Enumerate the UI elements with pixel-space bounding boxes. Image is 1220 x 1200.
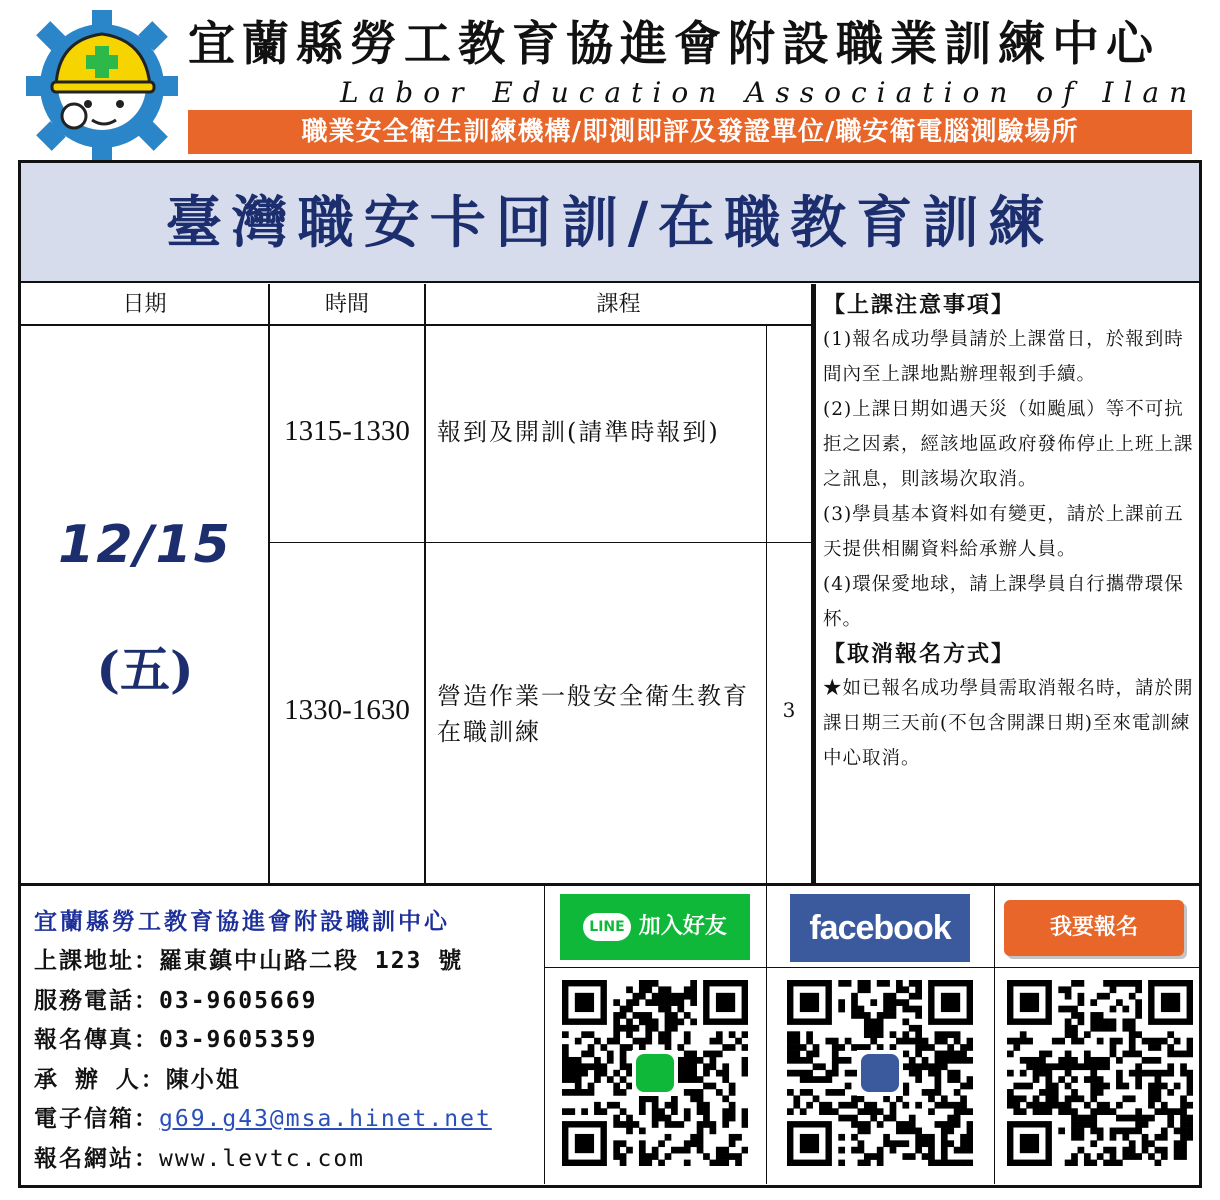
course-weekday: (五) [96, 640, 194, 699]
table-row-divider [268, 542, 811, 543]
footer-col-divider-2 [766, 886, 767, 1184]
register-qr-code[interactable] [1007, 980, 1193, 1166]
email-row [34, 1100, 544, 1140]
address-label: 上課地址： [34, 948, 159, 974]
hardhat-gear-logo [22, 4, 182, 164]
line-add-friend-button[interactable] [560, 894, 750, 960]
course-title: 臺灣職安卡回訓/在職教育訓練 [165, 190, 1055, 256]
contact-value: 陳小姐 [165, 1066, 241, 1093]
table-col-divider-1 [268, 284, 270, 884]
address-value: 羅東鎮中山路二段 123 號 [159, 948, 464, 974]
org-title: 宜蘭縣勞工教育協進會附設職業訓練中心 [188, 17, 1160, 72]
org-subtitle: Labor Education Association of Ilan [340, 76, 1198, 109]
notes-item: (1)報名成功學員請於上課當日，於報到時間內至上課地點辦理報到手續。 [823, 329, 1184, 385]
phone-label: 服務電話： [34, 987, 159, 1014]
course-date: 12/15 [58, 515, 232, 575]
table-row-time: 1315-1330 [284, 415, 410, 447]
contact-row [34, 1061, 544, 1101]
line-button-label: 加入好友 [638, 914, 727, 939]
table-row-course: 營造作業一般安全衛生教育在職訓練 [437, 682, 749, 746]
contact-label: 承 辦 人： [34, 1066, 166, 1093]
table-row-hours: 3 [782, 698, 796, 722]
notes-item: (4)環保愛地球，請上課學員自行攜帶環保杯。 [823, 574, 1184, 630]
notes-heading: 【上課注意事項】 [823, 292, 1016, 318]
notes-divider [811, 284, 816, 884]
notes-item: (3)學員基本資料如有變更，請於上課前五天提供相關資料給承辦人員。 [823, 504, 1184, 560]
contact-info [34, 902, 544, 1179]
phone-value: 03-9605669 [159, 987, 318, 1014]
footer-col-divider-3 [994, 886, 995, 1184]
cancel-heading: 【取消報名方式】 [823, 641, 1016, 667]
facebook-qr-code[interactable] [787, 980, 973, 1166]
facebook-button[interactable]: facebook [790, 894, 970, 962]
register-button[interactable]: 我要報名 [1004, 900, 1184, 956]
line-icon: LINE [583, 913, 630, 941]
website-value[interactable]: www.levtc.com [159, 1145, 366, 1172]
address-row [34, 942, 544, 982]
fax-value: 03-9605359 [159, 1027, 318, 1053]
header-date: 日期 [122, 292, 167, 317]
website-label: 報名網站： [34, 1145, 159, 1172]
org-banner: 職業安全衛生訓練機構/即測即評及發證單位/職安衛電腦測驗場所 [188, 110, 1192, 154]
header-course: 課程 [596, 292, 641, 317]
email-link[interactable]: g69.g43@msa.hinet.net [159, 1106, 492, 1132]
header-time: 時間 [324, 292, 369, 317]
phone-row [34, 982, 544, 1022]
table-row-time: 1330-1630 [284, 694, 410, 726]
table-header-divider [21, 324, 811, 326]
footer-col-divider-1 [544, 886, 545, 1184]
notes-item: (2)上課日期如遇天災（如颱風）等不可抗拒之因素，經該地區政府發佈停止上班上課之訊息，則該場次取消。 [823, 399, 1194, 490]
line-qr-code[interactable] [562, 980, 748, 1166]
cancel-text: ★如已報名成功學員需取消報名時，請於開課日期三天前(不包含開課日期)至來電訓練中心取消。 [823, 678, 1194, 769]
fax-label: 報名傳真： [34, 1027, 159, 1053]
fax-row [34, 1021, 544, 1061]
table-col-divider-2 [424, 284, 426, 884]
table-col-divider-3 [766, 324, 767, 884]
footer-org-name: 宜蘭縣勞工教育協進會附設職訓中心 [34, 908, 450, 935]
footer-divider [18, 883, 1202, 886]
table-row-course: 報到及開訓(請準時報到) [437, 418, 720, 446]
footer-row-divider [544, 967, 1200, 968]
notes-panel [823, 288, 1195, 776]
email-label: 電子信箱： [34, 1106, 159, 1132]
website-row [34, 1140, 544, 1180]
